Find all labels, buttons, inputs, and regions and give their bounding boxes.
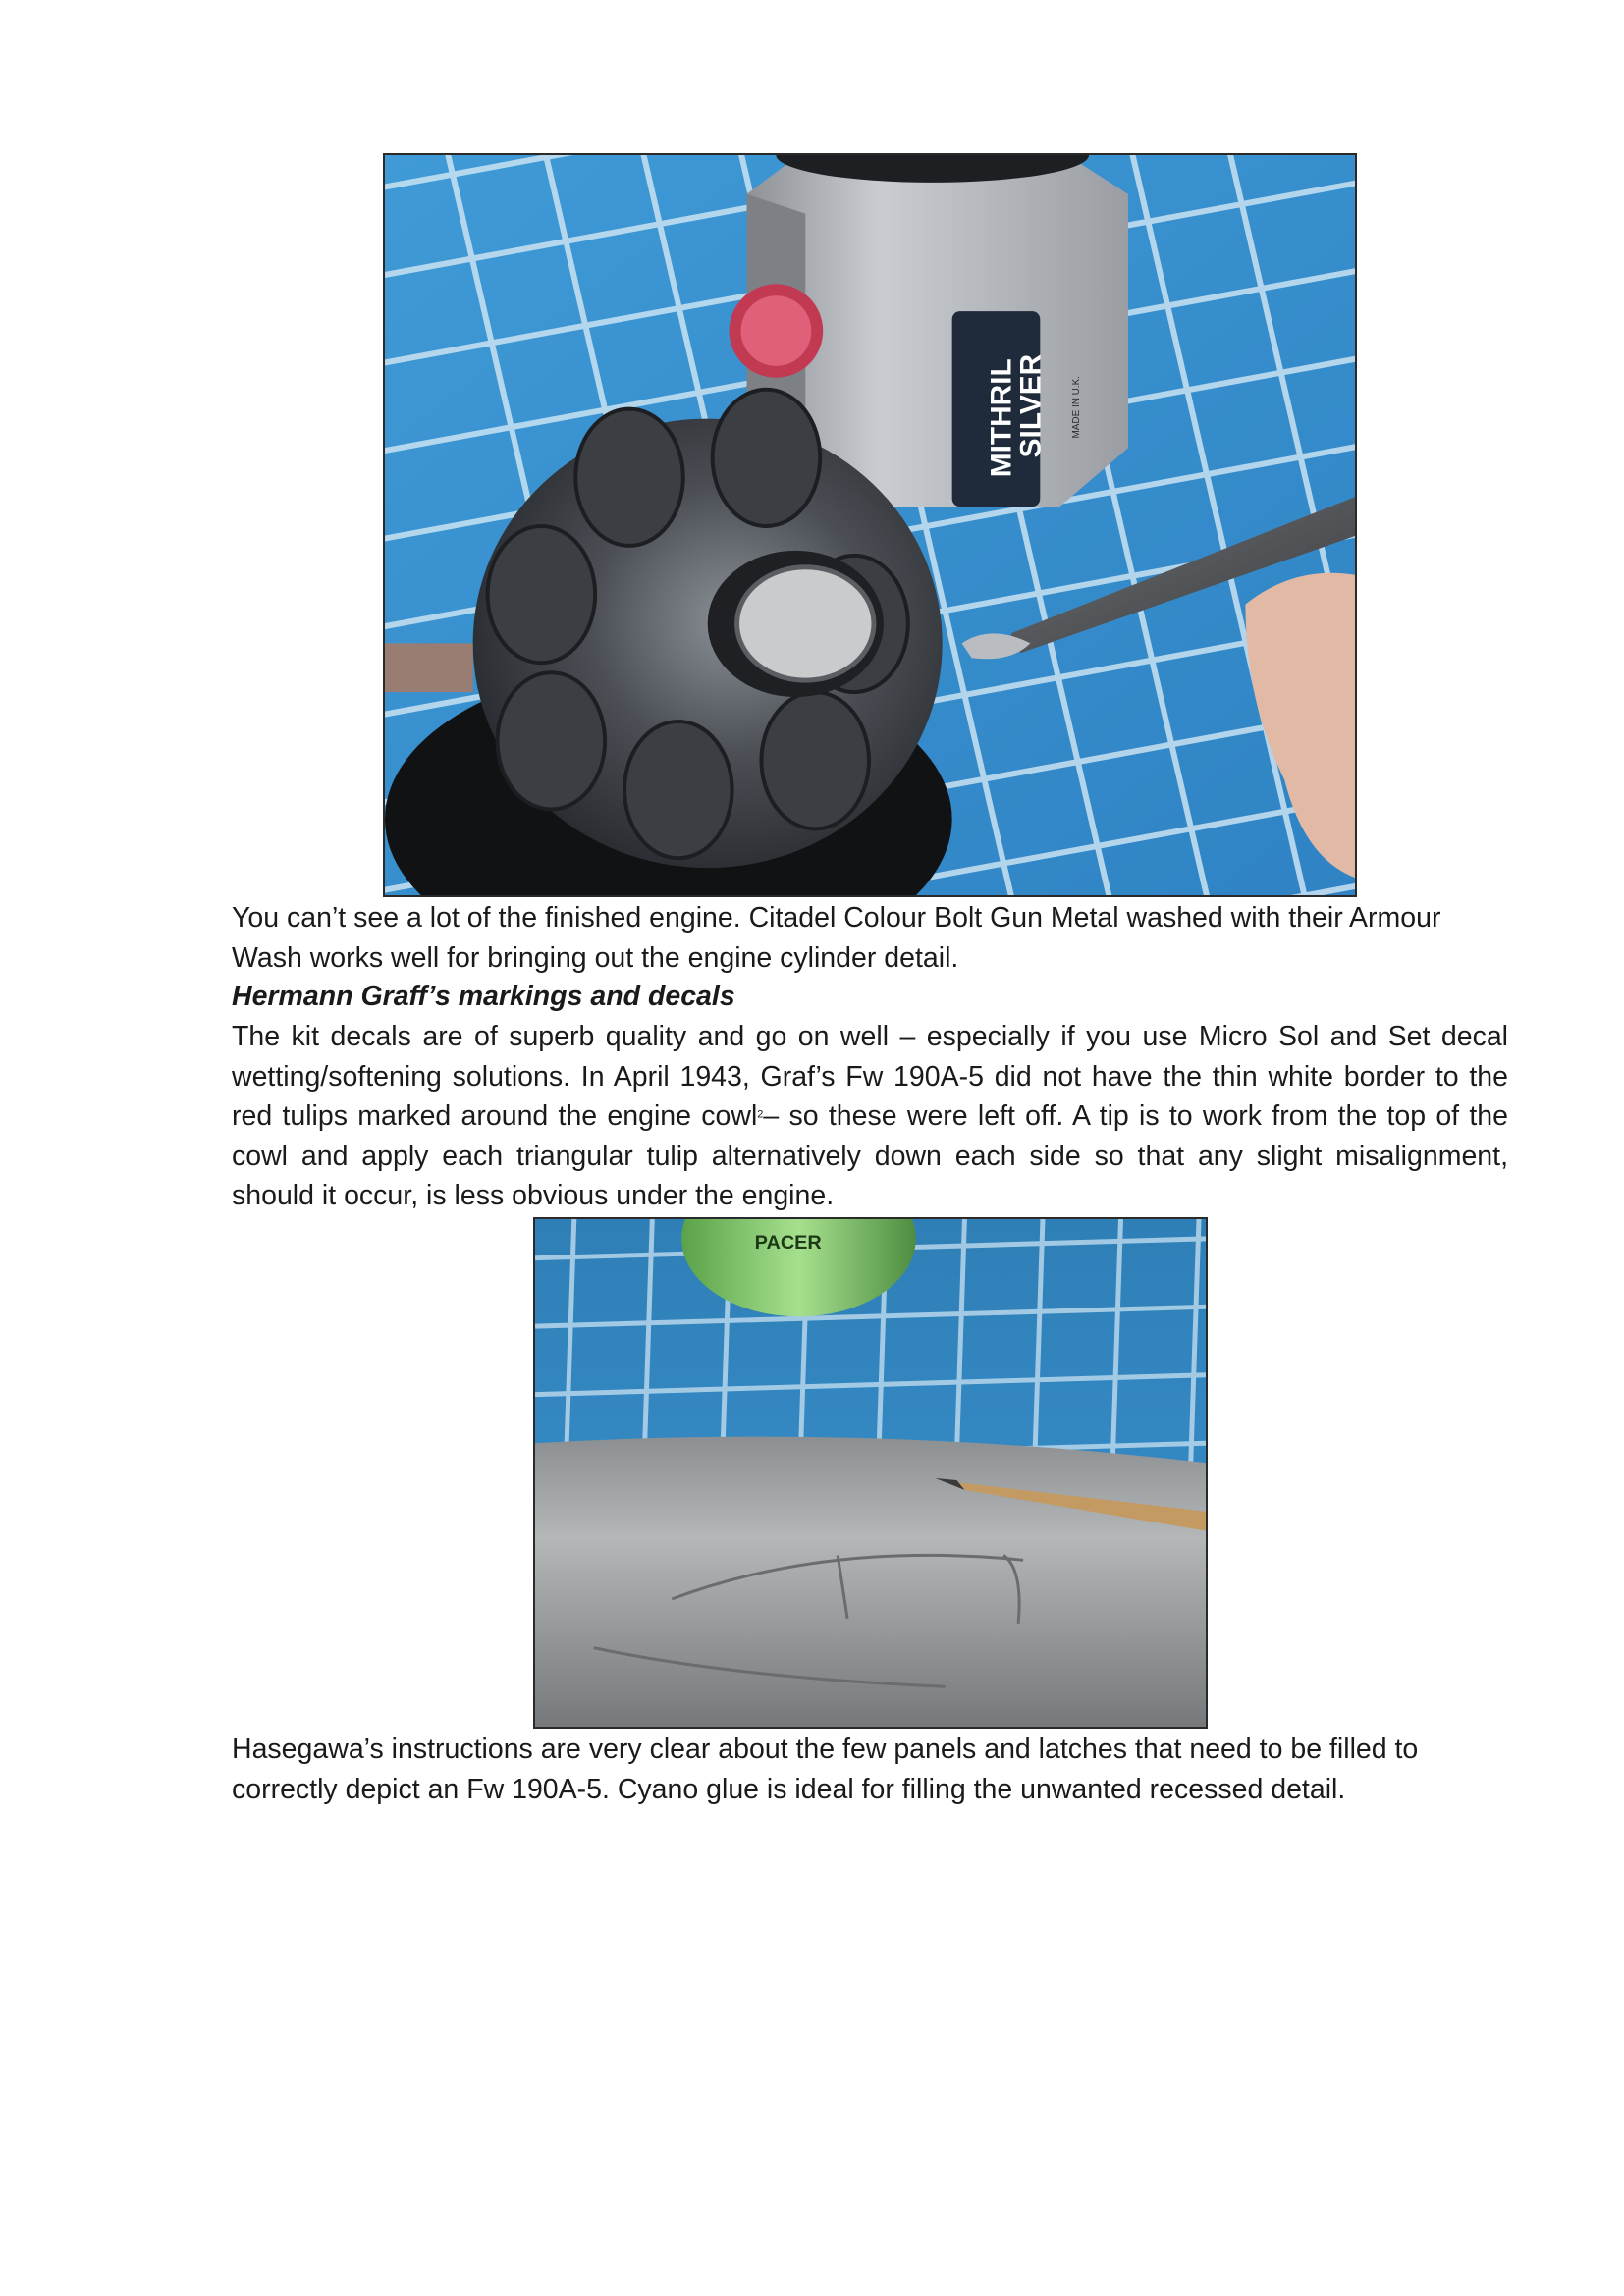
decals-text-part-1: The kit decals are of superb quality and go on well – especially if you use Micro Sol and Set decal wetting/softening solutions. In April 1943, Graf’s Fw 190A-5 did not have the thin white border to the red tulips marked around the engine cowl	[232, 1021, 1508, 1132]
svg-text:MADE IN U.K.: MADE IN U.K.	[1071, 376, 1083, 439]
section-heading	[232, 977, 1508, 1017]
svg-text:SILVER: SILVER	[1014, 353, 1048, 458]
decals-paragraph-text	[232, 1017, 1508, 1216]
svg-text:PACER: PACER	[754, 1231, 822, 1254]
fuselage-photo	[533, 1217, 1208, 1729]
footnote-marker[interactable]: 2	[757, 1108, 764, 1121]
fuselage-caption-text: Hasegawa’s instructions are very clear about the few panels and latches that need to be filled to correctly depict an Fw 190A-5. Cyano glue is ideal for filling the unwanted recessed detail.	[232, 1734, 1419, 1805]
decals-paragraph	[232, 1017, 1508, 1216]
decals-text-part-2: – so these were left off. A tip is to work from the top of the cowl and apply each triangular tulip alternatively down each side so that any slight misalignment, should it occur, is less obvious under the engine.	[232, 1100, 1508, 1211]
fuselage-caption	[232, 1730, 1508, 1809]
svg-text:MITHRIL: MITHRIL	[985, 358, 1018, 478]
engine-caption	[232, 898, 1508, 978]
engine-caption-text: You can’t see a lot of the finished engine. Citadel Colour Bolt Gun Metal washed with their Armour Wash works well for bringing out the engine cylinder detail.	[232, 902, 1441, 974]
engine-photo	[383, 153, 1357, 897]
section-heading-text: Hermann Graff’s markings and decals	[232, 981, 735, 1012]
